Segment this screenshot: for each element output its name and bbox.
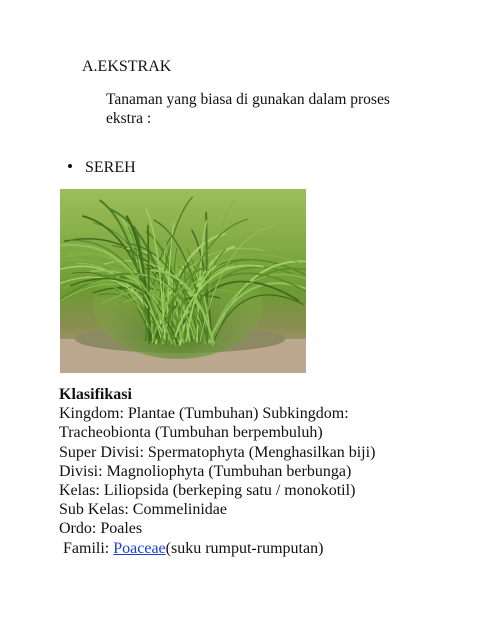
bullet-icon [68,164,72,168]
classification-block [59,385,375,558]
classification-title: Klasifikasi [59,386,132,403]
bullet-label: SEREH [85,159,136,176]
classification-line: Tracheobionta (Tumbuhan berpembuluh) [59,424,323,442]
classification-line: Divisi: Magnoliophyta (Tumbuhan berbunga) [59,462,352,480]
classification-line: Sub Kelas: Commelinidae [59,501,227,519]
section-heading: A.EKSTRAK [82,58,172,75]
famili-line [59,539,375,558]
bullet-item [68,159,136,177]
classification-line: Super Divisi: Spermatophyta (Menghasilkan biji) [59,443,376,461]
intro-paragraph: Tanaman yang biasa di gunakan dalam proses ekstra : [106,91,390,127]
famili-suffix: (suku rumput-rumputan) [165,539,324,557]
poaceae-link[interactable]: Poaceae [113,539,166,557]
famili-prefix: Famili: [59,539,114,557]
classification-line: Kingdom: Plantae (Tumbuhan) Subkingdom: [59,405,349,423]
classification-line: Kelas: Liliopsida (berkeping satu / monokotil) [59,482,356,500]
lemongrass-photo [60,189,306,373]
classification-line: Ordo: Poales [59,520,143,538]
